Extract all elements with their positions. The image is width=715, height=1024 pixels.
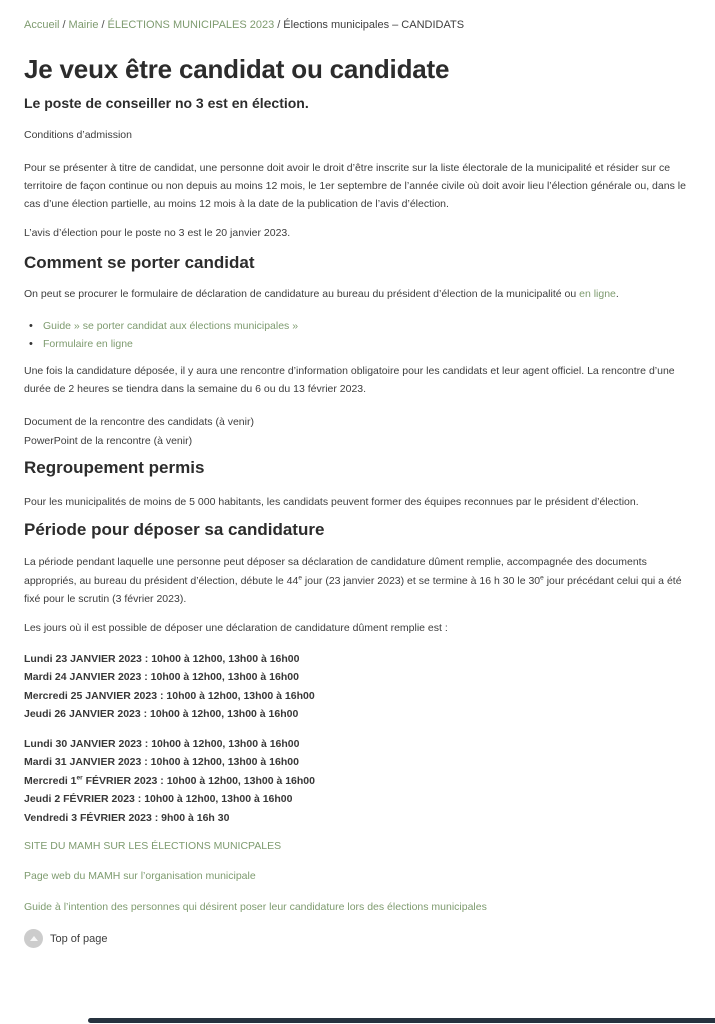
schedule-row (24, 772, 687, 791)
schedule-row: Mardi 31 JANVIER 2023 : 10h00 à 12h00, 13h00 à 16h00 (24, 756, 299, 768)
schedule-row-text: FÉVRIER 2023 : 10h00 à 12h00, 13h00 à 16h00 (82, 774, 315, 787)
breadcrumb-link-mairie[interactable]: Mairie (68, 19, 99, 31)
breadcrumb-separator: / (277, 19, 281, 31)
formulaire-paragraph-end: . (615, 288, 619, 300)
rencontre-paragraph: Une fois la candidature déposée, il y aura une rencontre d’information obligatoire pour les candidats et leur agent officiel. La rencontre d’une durée de 2 heures se tiendra dans la semaine du 6 ou du 13 février 2023. (24, 365, 675, 395)
breadcrumb-link-accueil[interactable]: Accueil (24, 19, 60, 31)
guide-candidature-link[interactable]: Guide à l’intention des personnes qui désirent poser leur candidature lors des élections municipales (24, 901, 487, 913)
schedule-row: Jeudi 26 JANVIER 2023 : 10h00 à 12h00, 13h00 à 16h00 (24, 708, 299, 720)
list-item (29, 317, 687, 335)
jours-intro-paragraph: Les jours où il est possible de déposer une déclaration de candidature dûment remplie est : (24, 621, 448, 634)
arrow-up-circle-icon[interactable] (24, 929, 43, 948)
schedule-row: Jeudi 2 FÉVRIER 2023 : 10h00 à 12h00, 13h00 à 16h00 (24, 793, 293, 805)
periode-paragraph-part3: jour précédant celui qui a été fixé pour le scrutin (3 février 2023). (24, 574, 682, 605)
superscript-e: e (298, 574, 302, 581)
caret-up-icon (30, 936, 38, 941)
breadcrumb-separator: / (62, 19, 66, 31)
horizontal-scrollbar-thumb[interactable] (88, 1018, 715, 1023)
regroupement-paragraph: Pour les municipalités de moins de 5 000 habitants, les candidats peuvent former des équipes reconnues par le président d’élection. (24, 496, 639, 508)
en-ligne-link[interactable]: en ligne (579, 288, 616, 300)
schedule-week1 (24, 650, 687, 724)
formulaire-paragraph-text: On peut se procurer le formulaire de déclaration de candidature au bureau du président d’élection de la municipalité ou (24, 288, 580, 300)
breadcrumb-current-page: Élections municipales – CANDIDATS (283, 19, 465, 31)
schedule-week2 (24, 735, 687, 828)
section-heading-periode-candidature: Période pour déposer sa candidature (24, 520, 325, 539)
admission-paragraph: Pour se présenter à titre de candidat, une personne doit avoir le droit d’être inscrite sur la liste électorale de la municipalité et résider sur ce territoire de façon continue ou non depuis au moins 12 mois, le 1er septembre de l’année civile où doit avoir lieu l’élection générale ou, dans le cas d’une élection partielle, au moins 12 mois à la date de la publication de l’avis d’élection. (24, 162, 686, 210)
top-of-page-label: Top of page (50, 932, 108, 945)
schedule-row: Mercredi 25 JANVIER 2023 : 10h00 à 12h00, 13h00 à 16h00 (24, 689, 315, 702)
formulaire-en-ligne-link[interactable]: Formulaire en ligne (43, 338, 133, 350)
section-heading-regroupement-permis: Regroupement permis (24, 458, 205, 477)
schedule-row-text: Mercredi 1 (24, 774, 77, 787)
rencontre-documents (24, 413, 687, 450)
schedule-row: Vendredi 3 FÉVRIER 2023 : 9h00 à 16h 30 (24, 811, 230, 824)
avis-election-paragraph: L’avis d’élection pour le poste no 3 est le 20 janvier 2023. (24, 227, 291, 239)
periode-paragraph (24, 553, 687, 609)
schedule-row: Mardi 24 JANVIER 2023 : 10h00 à 12h00, 13h00 à 16h00 (24, 671, 299, 683)
document-rencontre-line: Document de la rencontre des candidats (à venir) (24, 416, 254, 428)
guide-candidat-link[interactable]: Guide » se porter candidat aux élections municipales » (43, 320, 299, 332)
superscript-er: er (76, 774, 83, 781)
page-title: Je veux être candidat ou candidate (24, 54, 450, 84)
page-subtitle: Le poste de conseiller no 3 est en élection. (24, 95, 309, 111)
powerpoint-rencontre-line: PowerPoint de la rencontre (à venir) (24, 434, 193, 447)
formulaire-paragraph (24, 285, 687, 303)
breadcrumb-separator: / (101, 19, 105, 31)
schedule-row: Lundi 30 JANVIER 2023 : 10h00 à 12h00, 13h00 à 16h00 (24, 737, 300, 750)
candidate-links-list (24, 317, 687, 353)
breadcrumb (24, 17, 687, 33)
breadcrumb-link-elections-2023[interactable]: ÉLECTIONS MUNICIPALES 2023 (107, 19, 275, 31)
section-heading-comment-se-porter-candidat: Comment se porter candidat (24, 253, 255, 272)
periode-paragraph-part1: La période pendant laquelle une personne peut déposer sa déclaration de candidature dûment remplie, accompagnée des documents appropriés, au bureau du président d’élection, débute le 44 (24, 556, 647, 587)
superscript-e: e (540, 574, 544, 581)
periode-paragraph-part2: jour (23 janvier 2023) et se termine à 16 h 30 le 30 (302, 574, 541, 587)
mamh-elections-site-link[interactable]: SITE DU MAMH SUR LES ÉLECTIONS MUNICPALES (24, 840, 282, 852)
schedule-row: Lundi 23 JANVIER 2023 : 10h00 à 12h00, 13h00 à 16h00 (24, 652, 300, 665)
list-item (29, 335, 687, 353)
top-of-page-button[interactable] (24, 929, 687, 948)
conditions-admission-label: Conditions d’admission (24, 129, 132, 141)
mamh-organisation-page-link[interactable]: Page web du MAMH sur l’organisation municipale (24, 870, 256, 882)
